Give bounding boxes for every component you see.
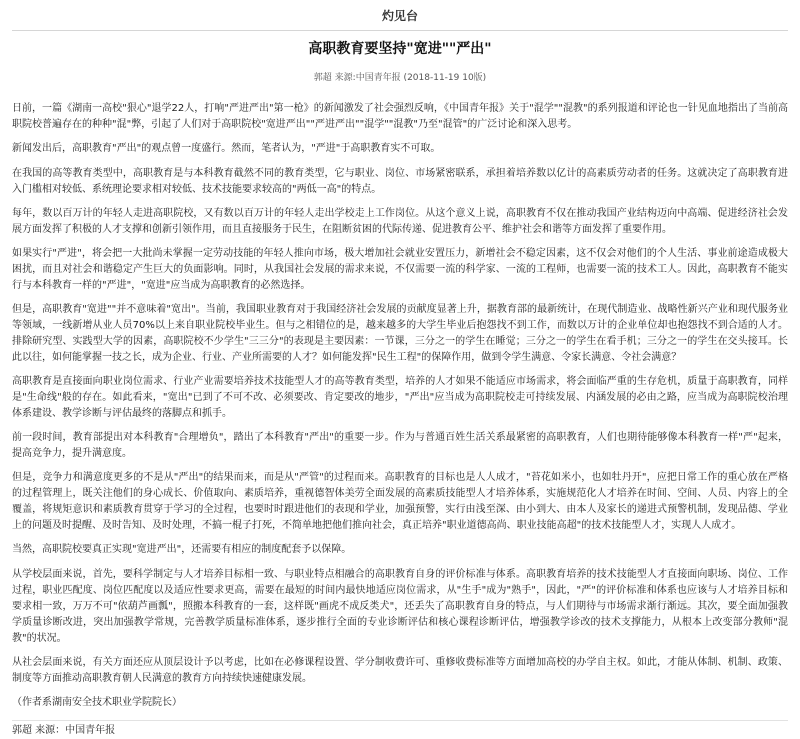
paragraph: 在我国的高等教育类型中，高职教育是与本科教育截然不同的教育类型，它与职业、岗位、市场紧密联系，承担着培养数以亿计的高素质劳动者的任务。这就决定了高职教育进入门槛相对较低、系统理论要求相对较低、技术技能要求较高的"两低一高"的特点。 (12, 168, 788, 195)
paragraph: 如果实行"严进"，将会把一大批尚未掌握一定劳动技能的年轻人推向市场，极大增加社会就业安置压力，新增社会不稳定因素，这不仅会对他们的个人生活、事业前途造成极大困扰，而且对社会和谐稳定产生巨大的负面影响。同时，从我国社会发展的需求来说，不仅需要一流的科学家、一流的工程师，也需要一流的技术工人。因此，高职教育不能实行与本科教育一样的"严进"，"宽进"应当成为高职教育的必然选择。 (12, 248, 788, 291)
paragraph: 从学校层面来说，首先，要科学制定与人才培养目标相一致、与职业特点相融合的高职教育自身的评价标准与体系。高职教育培养的技术技能型人才直接面向职场、岗位、工作过程，职业匹配度、岗位匹配度以及适应性要求更高，需要在最短的时间内最快地适应岗位需求，从"生手"成为"熟手"，因此，"严"的评价标准和体系也应该与人才培养目标和要求相一致，万万不可"依葫芦画瓢"，照搬本科教育的一套，这样既"画虎不成反类犬"，还丢失了高职教育自身的特点，与人们期待与市场需求渐行渐远。其次，要全面加强教学质量诊断改进，突出加强教学常规，完善教学质量标准体系，逐步推行全面的专业诊断评估和核心课程诊断评估，增强教学诊改的技术支撑能力，从根本上改变部分教师"混教"的状况。 (12, 569, 788, 644)
author-note: （作者系湖南安全技术职业学院院长） (12, 697, 182, 708)
paragraph: 当然，高职院校要真正实现"宽进严出"，还需要有相应的制度配套予以保障。 (12, 544, 352, 555)
article-body (12, 101, 788, 711)
paragraph: 高职教育是直接面向职业岗位需求、行业产业需要培养技术技能型人才的高等教育类型，培养的人才如果不能适应市场需求，将会面临严重的生存危机，质量于高职教育，同样是"生命线"般的存在。如此看来，"宽出"已到了不可不改、必须要改、肯定要改的地步，"严出"应当成为高职院校走可持续发展、内涵发展的必由之路，应当成为高职院校治理体系建设、教学诊断与评估最终的落脚点和抓手。 (12, 376, 788, 419)
column-name: 灼见台 (381, 9, 418, 23)
article-title: 高职教育要坚持"宽进""严出" (308, 41, 492, 57)
paragraph: 但是，竞争力和满意度更多的不是从"严出"的结果而来，而是从"严管"的过程而来。高职教育的目标也是人人成才，"苔花如米小，也如牡丹开"，应把日常工作的重心放在严格的过程管理上，既关注他们的身心成长、价值取向、素质培养，重视德智体美劳全面发展的高素质技能型人才培养体系，实施规范化人才培养在时间、空间、人员、内容上的全覆盖，将规矩意识和素质教育贯穿于学习的全过程，也要时时跟进他们的表现和学业，加强预警，实行由浅至深、由小到大、由本人及家长的递进式预警机制，发现品德、学业上的问题及时提醒、及时告知、及时处理，不搞一棍子打死，不简单地把他们推向社会，真正培养"职业道德高尚、职业技能高超"的技术技能型人才，实现人人成才。 (12, 472, 788, 531)
article-footer: 郭超 来源：中国青年报 (12, 720, 788, 739)
paragraph: 每年，数以百万计的年轻人走进高职院校，又有数以百万计的年轻人走出学校走上工作岗位。从这个意义上说，高职教育不仅在推动我国产业结构迈向中高端、促进经济社会发展方面发挥了积极的人才支撑和创新引领作用，而且直接服务于民生，在阻断贫困的代际传递、促进教育公平、维护社会和谐等方面发挥了重要作用。 (12, 208, 788, 235)
paragraph: 前一段时间，教育部提出对本科教育"合理增负"，踏出了本科教育"严出"的重要一步。作为与普通百姓生活关系最紧密的高职教育，人们也期待能够像本科教育一样"严"起来，提高竞争力，提升满意度。 (12, 432, 788, 459)
paragraph: 新闻发出后，高职教育"严出"的观点曾一度盛行。然而，笔者认为，"严进"于高职教育实不可取。 (12, 143, 441, 154)
paragraph: 日前，一篇《湖南一高校"狠心"退学22人，打响"严进严出"第一枪》的新闻激发了社会强烈反响，《中国青年报》关于"混学""混教"的系列报道和评论也一针见血地指出了当前高职院校普遍存在的种种"混"弊，引起了人们对于高职院校"宽进严出""严进严出""混学""混教"乃至"混管"的广泛讨论和深入思考。 (12, 103, 788, 130)
paragraph: 从社会层面来说，有关方面还应从顶层设计予以考虑，比如在必修课程设置、学分制收费许可、重修收费标准等方面增加高校的办学自主权。如此，才能从体制、机制、政策、制度等方面推动高职教育朝人民满意的教育方向持续快速健康发展。 (12, 657, 788, 684)
header-divider (12, 30, 788, 31)
article-meta: 郭超 来源:中国青年报 (2018-11-19 10版) (313, 73, 487, 83)
paragraph: 但是，高职教育"宽进""并不意味着"宽出"。当前，我国职业教育对于我国经济社会发展的贡献度显著上升，据教育部的最新统计，在现代制造业、战略性新兴产业和现代服务业等领域，一线新增从业人员70%以上来自职业院校毕业生。但与之相错位的是，越来越多的大学生毕业后抱怨找不到工作，而数以万计的企业单位却也抱怨找不到合适的人才。排除研究型、实践型大学的因素，高职院校不少学生"三三分"的表现是主要因素：一节课，三分之一的学生在睡觉；三分之一的学生在看手机；三分之一的学生在交头接耳。长此以往，如何能掌握一技之长，成为企业、行业、产业所需要的人才？如何能发挥"民生工程"的保障作用，做到令学生满意、令家长满意、令社会满意？ (12, 304, 788, 363)
